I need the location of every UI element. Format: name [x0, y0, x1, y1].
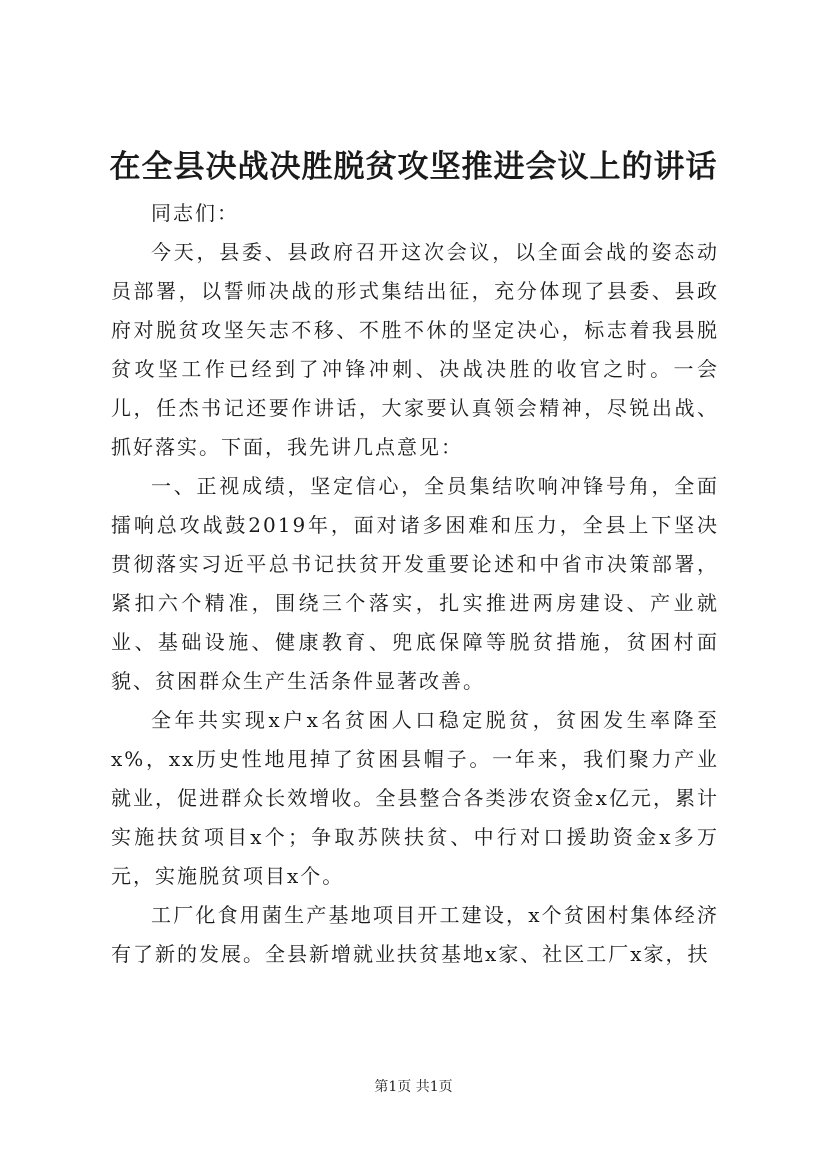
body-paragraph: 一、正视成绩，坚定信心，全员集结吹响冲锋号角，全面擂响总攻战鼓2019年，面对诸多困难和压力，全县上下坚决贯彻落实习近平总书记扶贫开发重要论述和中省市决策部署，紧扣六个精准，围绕三个落实，扎实推进两房建设、产业就业、基础设施、健康教育、兜底保障等脱贫措施，贫困村面貌、贫困群众生产生活条件显著改善。 — [111, 474, 719, 693]
page-number-footer: 第1页 共1页 — [374, 1079, 453, 1095]
body-paragraph: 工厂化食用菌生产基地项目开工建设，x个贫困村集体经济有了新的发展。全县新增就业扶贫基地x家、社区工厂x家，扶 — [111, 903, 719, 966]
document-title: 在全县决战决胜脱贫攻坚推进会议上的讲话 — [109, 149, 718, 185]
salutation-paragraph: 同志们： — [151, 201, 239, 225]
body-paragraph: 全年共实现x户x名贫困人口稳定脱贫，贫困发生率降至x%，xx历史性地甩掉了贫困县帽子。一年来，我们聚力产业就业，促进群众长效增收。全县整合各类涉农资金x亿元，累计实施扶贫项目x个；争取苏陕扶贫、中行对口援助资金x多万元，实施脱贫项目x个。 — [111, 708, 719, 888]
body-paragraph: 今天，县委、县政府召开这次会议，以全面会战的姿态动员部署，以誓师决战的形式集结出征，充分体现了县委、县政府对脱贫攻坚矢志不移、不胜不休的坚定决心，标志着我县脱贫攻坚工作已经到了冲锋冲刺、决战决胜的收官之时。一会儿，任杰书记还要作讲话，大家要认真领会精神，尽锐出战、抓好落实。下面，我先讲几点意见： — [111, 240, 719, 459]
document-body — [111, 194, 719, 974]
